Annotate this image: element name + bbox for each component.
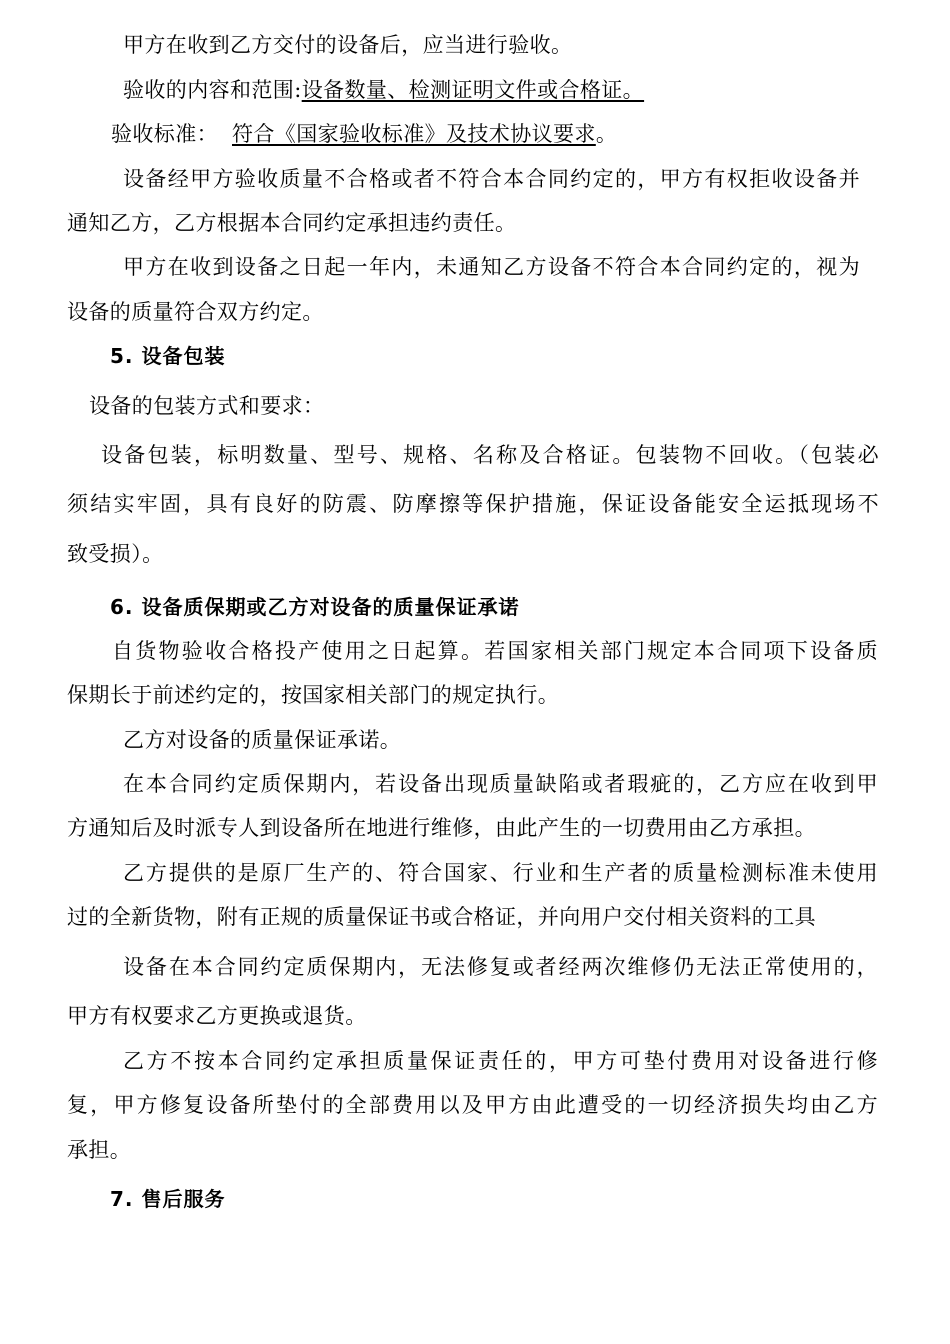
paragraph-replacement-line-2: 甲方有权要求乙方更换或退货。 — [67, 1004, 367, 1028]
paragraph-repair-line-1: 在本合同约定质保期内，若设备出现质量缺陷或者瑕疵的，乙方应在收到甲 — [123, 772, 878, 796]
paragraph-one-year-line-1: 甲方在收到设备之日起一年内，未通知乙方设备不符合本合同约定的，视为 — [123, 255, 860, 279]
paragraph-liability-line-1: 乙方不按本合同约定承担质量保证责任的，甲方可垫付费用对设备进行修 — [123, 1049, 878, 1073]
acceptance-scope-value: 设备数量、检测证明文件或合格证。 — [301, 78, 645, 102]
paragraph-acceptance-standard — [111, 120, 617, 148]
paragraph-original-goods-line-1: 乙方提供的是原厂生产的、符合国家、行业和生产者的质量检测标准未使用 — [123, 861, 878, 885]
paragraph-rejection-line-1: 设备经甲方验收质量不合格或者不符合本合同约定的，甲方有权拒收设备并 — [123, 167, 860, 191]
paragraph-packaging-line-2: 须结实牢固，具有良好的防震、防摩擦等保护措施，保证设备能安全运抵现场不 — [67, 492, 879, 516]
paragraph-acceptance-intro: 甲方在收到乙方交付的设备后，应当进行验收。 — [123, 33, 573, 57]
paragraph-acceptance-scope — [123, 76, 644, 104]
paragraph-packaging-line-3: 致受损）。 — [67, 542, 164, 566]
section-heading-5: 5. 设备包装 — [110, 344, 226, 368]
paragraph-one-year-line-2: 设备的质量符合双方约定。 — [67, 300, 324, 324]
paragraph-rejection-line-2: 通知乙方，乙方根据本合同约定承担违约责任。 — [67, 211, 517, 235]
paragraph-warranty-start-line-1: 自货物验收合格投产使用之日起算。若国家相关部门规定本合同项下设备质 — [112, 639, 878, 663]
acceptance-standard-value: 符合《国家验收标准》及技术协议要求 — [232, 122, 596, 146]
section-heading-6: 6. 设备质保期或乙方对设备的质量保证承诺 — [110, 595, 520, 619]
acceptance-scope-label: 验收的内容和范围: — [123, 78, 302, 102]
paragraph-liability-line-3: 承担。 — [67, 1138, 132, 1162]
paragraph-repair-line-2: 方通知后及时派专人到设备所在地进行维修，由此产生的一切费用由乙方承担。 — [67, 816, 816, 840]
paragraph-warranty-start-line-2: 保期长于前述约定的，按国家相关部门的规定执行。 — [67, 683, 560, 707]
paragraph-quality-promise: 乙方对设备的质量保证承诺。 — [123, 728, 402, 752]
acceptance-standard-end: 。 — [595, 122, 618, 146]
paragraph-packaging-requirements: 设备的包装方式和要求： — [89, 394, 325, 418]
acceptance-standard-label: 验收标准： — [111, 122, 218, 146]
paragraph-liability-line-2: 复，甲方修复设备所垫付的全部费用以及甲方由此遭受的一切经济损失均由乙方 — [67, 1093, 878, 1117]
section-heading-7: 7. 售后服务 — [110, 1187, 226, 1211]
paragraph-replacement-line-1: 设备在本合同约定质保期内，无法修复或者经两次维修仍无法正常使用的， — [123, 955, 878, 979]
paragraph-packaging-line-1: 设备包装，标明数量、型号、规格、名称及合格证。包装物不回收。（包装必 — [101, 443, 879, 467]
paragraph-original-goods-line-2: 过的全新货物，附有正规的质量保证书或合格证，并向用户交付相关资料的工具 — [67, 905, 816, 929]
